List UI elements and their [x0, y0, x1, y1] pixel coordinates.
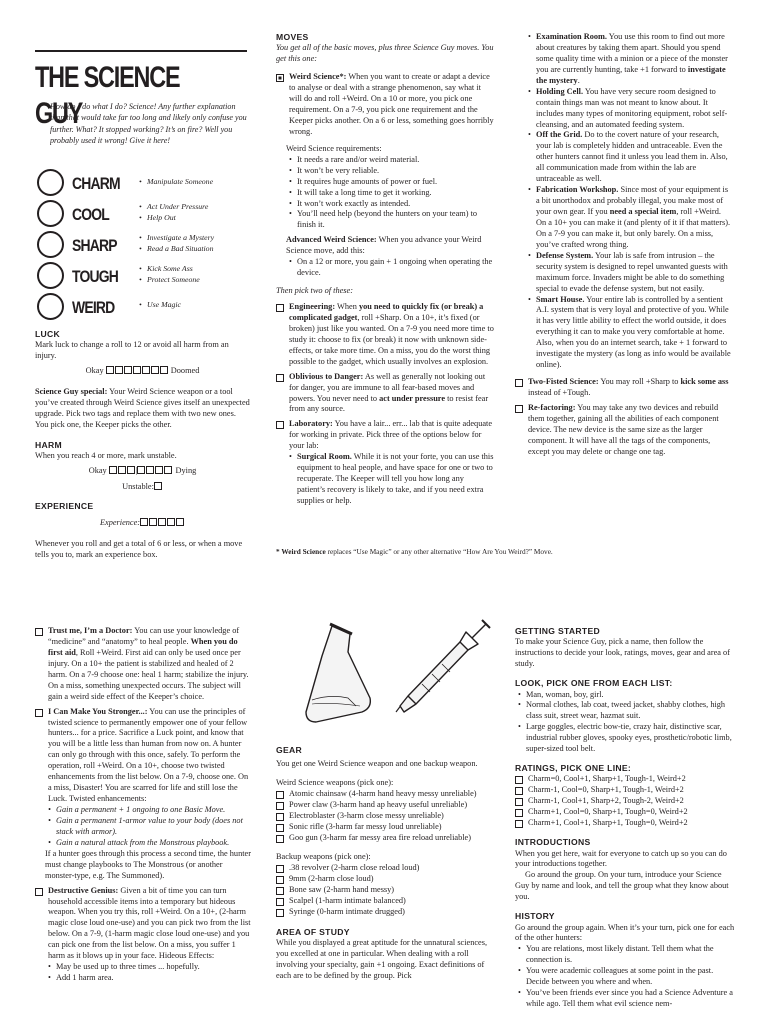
gear-heading: GEAR [276, 745, 303, 755]
requirement-item: • It will take a long time to get it working. [286, 188, 494, 199]
enhancement-item: • Gain a permanent + 1 ongoing to one Basic Move. [45, 805, 253, 816]
luck-boxes[interactable] [106, 366, 169, 378]
move-weird-science [276, 72, 494, 138]
experience-text: Whenever you roll and get a total of 6 or less, or when a move tells you to, mark an experience box. [35, 539, 243, 560]
sharp-circle[interactable] [37, 231, 64, 258]
enhancement-item: • Gain a permanent 1-armor value to your body (does not stack with armor). [45, 816, 253, 838]
move-oblivious: Oblivious to Danger: As well as generally not looking out for danger, you are immune to all fear-based moves and powers. You never need to act under pressure to resist fear from any source. [276, 372, 494, 416]
move-doctor: Trust me, I’m a Doctor: You can use your knowledge of “medicine” and “anatomy” to heal people. When you do first aid, Roll +Weird. First aid can only be used once per injury. On a 10+ the patient is stabilized and healed of 2 harm. On a 7-9 choose one: heal 1 harm; stabilize the injury. On a miss, something unexpected occurs. The subject will gain a weird side effect of the Keeper’s choice. [35, 626, 253, 703]
history-item: • You are relations, most likely distant. Tell them what the connection is. [515, 944, 737, 966]
harm-track: Okay | Dying [35, 466, 250, 478]
cool-circle[interactable] [37, 200, 64, 227]
moves-heading: MOVES [276, 32, 309, 42]
two-fisted-checkbox[interactable] [515, 379, 523, 387]
lab-option: • Fabrication Workshop. Since most of your equipment is a bit unorthodox and probably illegal, you make most of your own gear. If you need a special item, roll +Weird. On a 10+ you can make it (and plenty of it if that matters). On a 7-9 you can make it, but only barely. On a miss, you’ve crafted wrong thing. [525, 185, 733, 251]
stronger-checkbox[interactable] [35, 709, 43, 717]
introductions-heading: INTRODUCTIONS [515, 837, 591, 848]
lab-option: • Examination Room. You use this room to find out more about creatures by taking them apart. Should you spend some quality time with a minion or a piece of the monster you are currently hunting, take +1 forward to investigate the mystery. [525, 32, 733, 87]
stat-weird: WEIRD [72, 298, 115, 317]
tough-moves: • Kick Some Ass • Protect Someone [136, 264, 200, 286]
history-item: • You were academic colleagues at some point in the past. Decide between you where and when. [515, 966, 737, 988]
requirement-item: • It won’t work exactly as intended. [286, 199, 494, 210]
history-text: Go around the group again. When it’s your turn, pick one for each of the other hunters: [515, 922, 735, 943]
gear-column [276, 745, 496, 1022]
stat-cool: COOL [72, 205, 109, 224]
harm-boxes-2[interactable] [137, 466, 173, 478]
backup-option: .38 revolver (2-harm close reload loud) [276, 863, 496, 874]
experience-boxes[interactable] [140, 518, 185, 530]
advanced-label: Advanced Weird Science: [286, 235, 377, 245]
backup-option: Syringe (0-harm intimate drugged) [276, 907, 496, 918]
title-rule [35, 50, 247, 52]
stat-charm: CHARM [72, 174, 120, 193]
requirement-item: • It needs a rare and/or weird material. [286, 155, 494, 166]
introductions-text-2: Go around the group. On your turn, introduce your Science Guy by name and look, and tell the group what they know about you. [515, 870, 729, 902]
effect-item: • Add 1 harm area. [45, 973, 253, 984]
pick-two-text: Then pick two of these: [276, 286, 353, 296]
harm-okay-label: Okay [88, 466, 107, 476]
backup-option: Scalpel (1-harm intimate balanced) [276, 896, 496, 907]
look-heading: LOOK, PICK ONE FROM EACH LIST: [515, 678, 673, 689]
moves-continued [35, 626, 253, 1022]
weapon-option: Goo gun (3-harm far messy area fire reload unreliable) [276, 833, 496, 844]
area-text: While you displayed a great aptitude for the unnatural sciences, you excelled at one in particular. When dealing with a roll involving your specialty, gain +1 ongoing. Exact definitions of each are to be defined by the group. Pick [276, 937, 488, 980]
lab-option: • Holding Cell. You have very secure room designed to contain things man was not meant to know about. It includes many types of monitoring equipment, robot self-cleansing, and an automated feeding system. [525, 87, 733, 131]
sharp-moves: • Investigate a Mystery • Read a Bad Situation [136, 233, 214, 255]
weapon-option: Electroblaster (3-harm close messy unreliable) [276, 811, 496, 822]
special-label: Science Guy special: [35, 387, 108, 397]
weird-science-text: When you want to create or adapt a device to analyse or deal with a strange phenomenon, say what it will do and roll +Weird. On a 10 or more, you pick one requirement. On a 7-9, you pick one requirement and the Keeper picks another. On a 6 or less, something goes horribly wrong. [289, 72, 494, 136]
moves-intro: You get all of the basic moves, plus three Science Guy moves. You get this one: [276, 43, 494, 64]
move-destructive: Destructive Genius: Given a bit of time you can turn household accessible items into a temporary but hideous weapon. When you try this, roll +Weird. On a 10+, (2-harm magic close loud one-use) and you can pick two from the list below. On a 7-9, (1-harm magic close loud one-use) and you can pick one from the list below. On a miss, you suffer 1 harm as it blows up in your face. Hideous Effects: [35, 886, 253, 963]
weird-weapons-heading: Weird Science weapons (pick one): [276, 778, 394, 788]
refactoring-checkbox[interactable] [515, 405, 523, 413]
lab-option: • Smart House. Your entire lab is controlled by a sentient A.I. system that is very loyal and protective of you. While it has very little ability to effect the world outside, it does everything it can to make you very comfortable at home. Also, when you do an internet search, take + 1 forward to investigate the mystery (as long as info would be available online). [525, 295, 733, 372]
weapon-option: Sonic rifle (3-harm far messy loud unreliable) [276, 822, 496, 833]
rating-option: Charm-1, Cool=0, Sharp+1, Tough-1, Weird+2 [515, 785, 737, 796]
weird-science-label: Weird Science*: [289, 72, 347, 82]
stat-sharp: SHARP [72, 236, 117, 255]
gear-text: You get one Weird Science weapon and one backup weapon. [276, 759, 478, 769]
backup-option: 9mm (2-harm close loud) [276, 874, 496, 885]
history-item: • You’ve been friends ever since you had a Science Adventure a while ago. Tell them what evil science nem- [515, 988, 737, 1010]
charm-moves: • Manipulate Someone [136, 177, 213, 188]
harm-dying-label: Dying [175, 466, 197, 476]
harm-heading: HARM [35, 439, 62, 450]
effect-item: • May be used up to three times ... hopefully. [45, 962, 253, 973]
destructive-checkbox[interactable] [35, 888, 43, 896]
look-item: • Normal clothes, lab coat, tweed jacket, shabby clothes, high class suit, street wear, hazmat suit. [515, 700, 737, 722]
charm-circle[interactable] [37, 169, 64, 196]
advanced-text: When you advance your Weird Science move, add this: [286, 235, 482, 256]
luck-section [35, 329, 250, 561]
intro-text: How do I do what I do? Science! Any further explanation than that would take far too long and likely only confuse you further. What? It stopped working? It’s on fire? Well you probably used it wrong! Give it here! [50, 102, 247, 145]
move-two-fisted: Two-Fisted Science: You may roll +Sharp to kick some ass instead of +Tough. [515, 377, 733, 399]
luck-doomed-label: Doomed [170, 366, 200, 376]
enhancement-item: • Gain a natural attack from the Monstrous playbook. [45, 838, 253, 849]
getting-started-heading: GETTING STARTED [515, 626, 601, 636]
area-heading: AREA OF STUDY [276, 926, 350, 937]
cool-moves: • Act Under Pressure • Help Out [136, 202, 208, 224]
oblivious-checkbox[interactable] [276, 374, 284, 382]
page-title: THE SCIENCE GUY [35, 61, 180, 130]
doctor-checkbox[interactable] [35, 628, 43, 636]
laboratory-checkbox[interactable] [276, 421, 284, 429]
lab-options: • Surgical Room. While it is not your forte, you can use this equipment to heal people, and have space for one or two to recuperate. The Keeper will tell you how long any patient’s recovery is likely to take, and if you need extra supplies or help. [276, 452, 494, 507]
special-text: Your Weird Science weapon or a tool you’ve created through Weird Science gives itself an unexpected upgrade. Pick two tags and replace them with two new ones. You pick one, the Keeper picks the other. [35, 387, 250, 429]
luck-track [35, 366, 250, 378]
luck-okay-label: Okay [85, 366, 104, 376]
lab-option: • Off the Grid. Do to the covert nature of your research, your lab is completely hidden and untraceable. Even the other hunters cannot find it unless you lead them in. Also, all communication made from within the lab are untraceable as well. [525, 130, 733, 185]
weapon-option: Atomic chainsaw (4-harm hand heavy messy unreliable) [276, 789, 496, 800]
move-stronger: I Can Make You Stronger...: You can use the principles of twisted science to permanently empower one of your fellow hunters... for a price. Sacrifice a Luck point, and know that you will be a little less than human from now on. A hunter can only go through with this once, safely. To perform the operation, roll +Weird. On a 10+, choose two twisted enhancements from the list below. On a 7-9, choose one. On a miss, Disaster! You are scarred for life and still lose the Luck. Twisted enhancements: [35, 707, 253, 805]
harm-text: When you reach 4 or more, mark unstable. [35, 451, 177, 461]
weird-circle[interactable] [37, 293, 64, 320]
move-engineering: Engineering: When you need to quickly fix (or break) a complicated gadget, roll +Sharp. On a 10+, it’s fixed (or broken) just like you wanted. On a 7-9 you need more time to study it: choose to fix (or break) it now with unknown side-effects, or take more time. On a miss, you do the worst thing possible to the gadget, which usually involves an explosion. [276, 302, 494, 368]
harm-boxes[interactable] [109, 466, 136, 478]
footnote: * Weird Science replaces “Use Magic” or any other alternative “How Are You Weird?” Move. [276, 547, 553, 556]
look-item: • Large goggles, electric bow-tie, crazy hair, distinctive scar, industrial rubber gloves, spooky eyes, prosthetic/robotic limb, super-sized tool belt. [515, 722, 737, 755]
unstable-row [35, 482, 250, 494]
experience-track [35, 518, 250, 530]
experience-heading: EXPERIENCE [35, 501, 94, 512]
science-illustration [290, 612, 505, 732]
requirement-item: • It won’t be very reliable. [286, 166, 494, 177]
weapon-option: Power claw (3-harm hand ap heavy useful unreliable) [276, 800, 496, 811]
backup-option: Bone saw (2-harm hand messy) [276, 885, 496, 896]
rating-option: Charm+1, Cool=0, Sharp+1, Tough=0, Weird+2 [515, 807, 737, 818]
requirements-heading: Weird Science requirements: [286, 143, 382, 153]
introductions-text: When you get here, wait for everyone to catch up so you can do your introductions together. [515, 848, 727, 869]
moves-column [276, 32, 494, 507]
look-item: • Man, woman, boy, girl. [515, 690, 737, 701]
getting-started-text: To make your Science Guy, pick a name, then follow the instructions to decide your look, ratings, moves, gear and area of study. [515, 637, 730, 669]
engineering-checkbox[interactable] [276, 304, 284, 312]
rating-option: Charm=0, Cool+1, Sharp+1, Tough-1, Weird+2 [515, 774, 737, 785]
weird-moves: • Use Magic [136, 300, 181, 311]
rating-option: Charm-1, Cool+1, Sharp+2, Tough-2, Weird+2 [515, 796, 737, 807]
luck-text: Mark luck to change a roll to 12 or avoid all harm from an injury. [35, 340, 229, 361]
stronger-after: If a hunter goes through this process a second time, the hunter must change playbooks to The Monstrous (or another monster-type, e.g. The Summoned). [45, 848, 251, 880]
lab-options-continued [515, 32, 733, 458]
rating-option: Charm+1, Cool+1, Sharp+1, Tough=0, Weird+2 [515, 818, 737, 829]
ratings-heading: RATINGS, PICK ONE LINE: [515, 763, 632, 774]
backup-weapons-heading: Backup weapons (pick one): [276, 851, 371, 861]
move-laboratory: Laboratory: You have a lair... err... lab that is quite adequate for working in private. Pick three of the options below for your lab: [276, 419, 494, 452]
requirement-item: • It requires huge amounts of power or fuel. [286, 177, 494, 188]
history-heading: HISTORY [515, 911, 555, 922]
weird-science-checkbox[interactable] [276, 74, 284, 82]
luck-heading: LUCK [35, 329, 61, 339]
lab-option: • Defense System. Your lab is safe from intrusion – the security system is designed to repel unwanted guests with maximum force. Invaders might be able to do something special to evade the defense system, but not easily. [525, 251, 733, 295]
stat-tough: TOUGH [72, 267, 118, 286]
experience-label: Experience: [99, 518, 141, 528]
getting-started-column [515, 626, 737, 1022]
unstable-label: Unstable: [122, 482, 154, 492]
unstable-box[interactable] [154, 482, 163, 494]
tough-circle[interactable] [37, 262, 64, 289]
move-refactoring: Re-factoring: You may take any two devices and rebuild them together, gaining all the abilities of each component device. The new device is the same size as the larger component. It will have all the tags of the components, except you may delete or change one tag. [515, 403, 733, 458]
requirement-item: • You’ll need help (beyond the hunters on your team) to finish it. [286, 209, 494, 231]
advanced-bullet: • On a 12 or more, you gain + 1 ongoing when operating the device. [286, 257, 494, 279]
